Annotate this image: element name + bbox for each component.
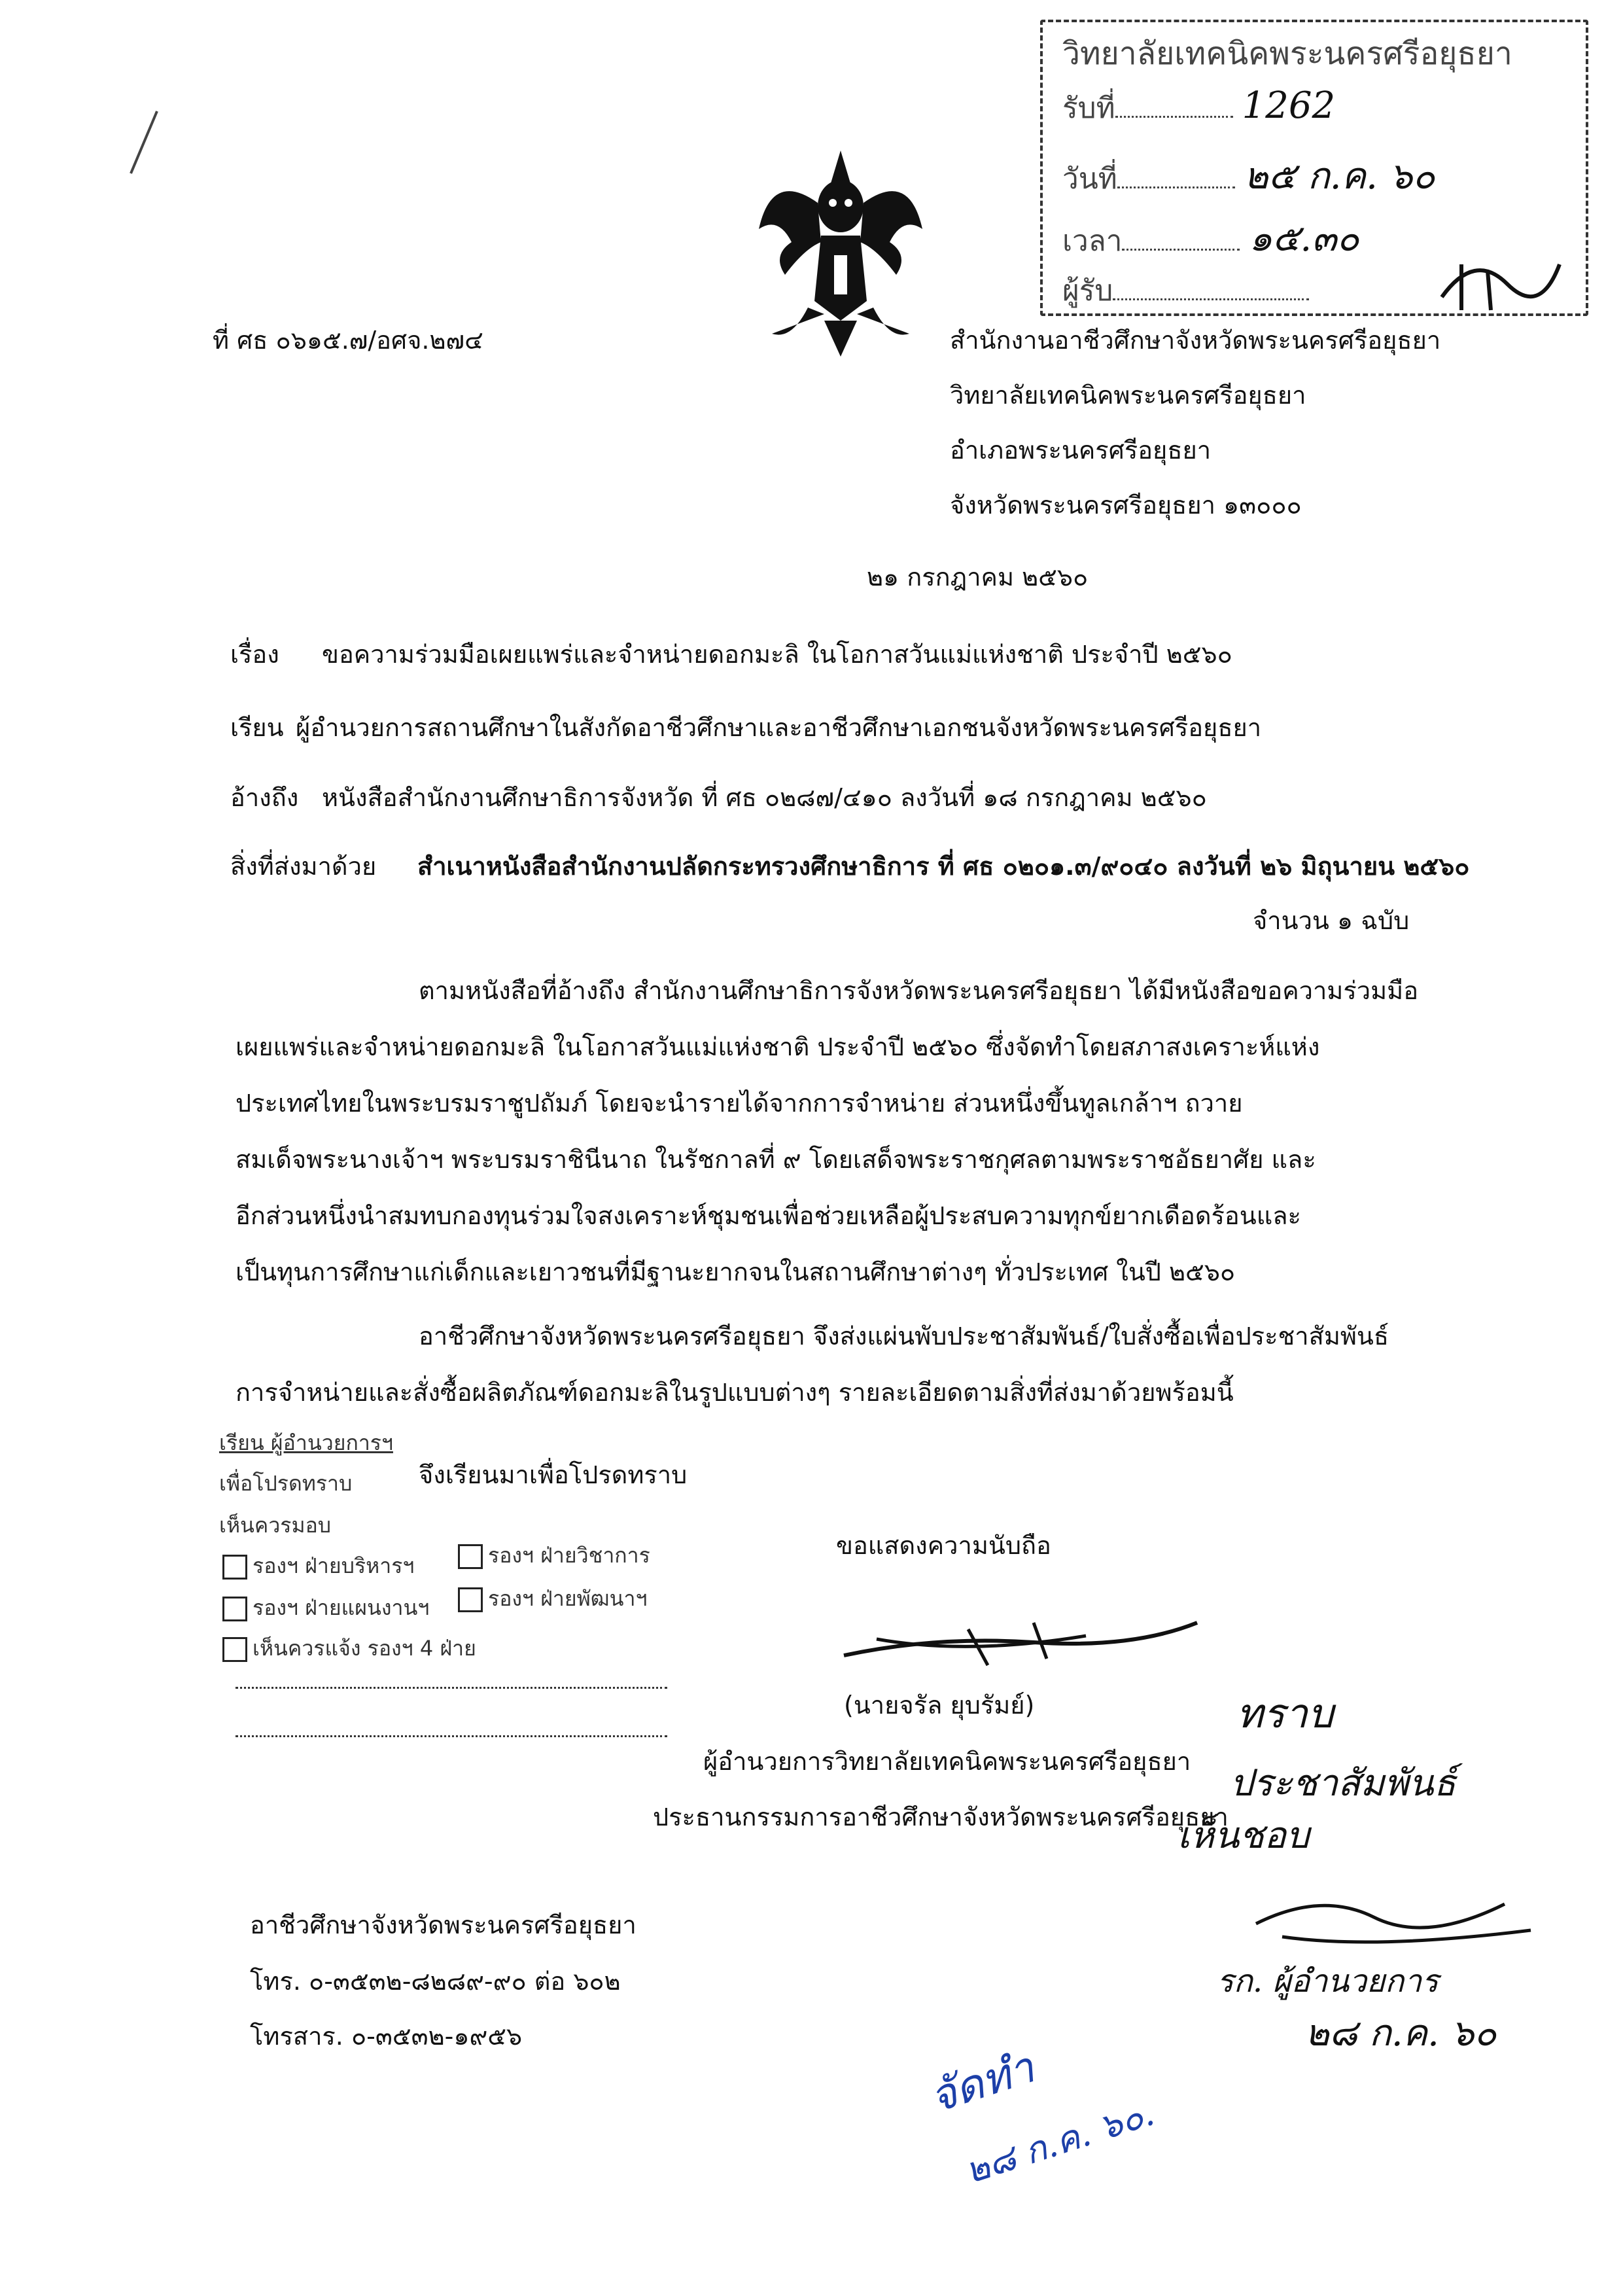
checkbox-icon <box>222 1597 247 1621</box>
reference-label: อ้างถึง <box>230 783 299 812</box>
sender-line-3: อำเภอพระนครศรีอยุธยา <box>950 436 1212 465</box>
body-p1-line-1: ตามหนังสือที่อ้างถึง สำนักงานศึกษาธิการจังหวัดพระนครศรีอยุธยา ได้มีหนังสือขอความร่วมมือ <box>419 976 1419 1005</box>
letter-date: ๒๑ กรกฎาคม ๒๕๖๐ <box>867 563 1089 592</box>
sender-line-4: จังหวัดพระนครศรีอยุธยา ๑๓๐๐๐ <box>950 491 1302 520</box>
to-label: เรียน <box>230 713 284 742</box>
blue-note-line-2: ๒๘ ก.ค. ๖๐. <box>960 2092 1159 2192</box>
routing-checkbox-3 <box>222 1591 429 1625</box>
stamp-no-row <box>1062 84 1335 131</box>
routing-checkbox-2-label: รองฯ ฝ่ายวิชาการ <box>488 1543 650 1568</box>
stamp-receiver-row <box>1062 268 1309 313</box>
signer-title-1: ผู้อำนวยการวิทยาลัยเทคนิคพระนครศรีอยุธยา <box>703 1747 1191 1776</box>
stamp-date-label: วันที่ <box>1062 162 1117 196</box>
checkbox-icon <box>458 1587 483 1612</box>
stamp-no-label: รับที่ <box>1062 92 1115 125</box>
stamp-date-row <box>1062 147 1435 205</box>
closing-request: จึงเรียนมาเพื่อโปรดทราบ <box>419 1460 688 1489</box>
stamp-date-value: ๒๕ ก.ค. ๖๐ <box>1244 155 1435 198</box>
routing-checkbox-5 <box>222 1632 476 1665</box>
margin-note-4: รก. ผู้อำนวยการ <box>1217 1963 1439 2000</box>
footer-phone: โทร. ๐-๓๕๓๒-๘๒๘๙-๙๐ ต่อ ๖๐๒ <box>250 1967 621 1996</box>
routing-checkbox-1 <box>222 1549 414 1583</box>
stamp-no-value: 1262 <box>1242 84 1336 127</box>
routing-checkbox-1-label: รองฯ ฝ่ายบริหารฯ <box>253 1553 415 1578</box>
sender-line-2: วิทยาลัยเทคนิคพระนครศรีอยุธยา <box>950 381 1306 410</box>
garuda-emblem-icon <box>746 144 935 360</box>
routing-checkbox-2 <box>458 1539 650 1572</box>
closing: ขอแสดงความนับถือ <box>836 1531 1051 1560</box>
enclosure-count: จำนวน ๑ ฉบับ <box>1253 906 1410 935</box>
to-recipient: ผู้อำนวยการสถานศึกษาในสังกัดอาชีวศึกษาและอาชีวศึกษาเอกชนจังหวัดพระนครศรีอยุธยา <box>296 713 1262 742</box>
sender-line-1: สำนักงานอาชีวศึกษาจังหวัดพระนครศรีอยุธยา <box>950 326 1441 355</box>
blue-note-line-1: จัดทำ <box>924 2041 1041 2123</box>
stamp-title: วิทยาลัยเทคนิคพระนครศรีอยุธยา <box>1062 35 1512 72</box>
body-p1-line-6: เป็นทุนการศึกษาแก่เด็กและเยาวชนที่มีฐานะยากจนในสถานศึกษาต่างๆ ทั่วประเทศ ในปี ๒๕๖๐ <box>236 1258 1236 1286</box>
margin-note-2: ประชาสัมพันธ์ <box>1230 1762 1456 1805</box>
signer-name: (นายจรัล ยุบรัมย์) <box>844 1691 1035 1720</box>
checkbox-icon <box>222 1555 247 1580</box>
stamp-time-value: ๑๕.๓๐ <box>1249 217 1359 260</box>
body-p2-line-1: อาชีวศึกษาจังหวัดพระนครศรีอยุธยา จึงส่งแผ่นพับประชาสัมพันธ์/ใบสั่งซื้อเพื่อประชาสัมพันธ์ <box>419 1322 1389 1351</box>
routing-option-2: เห็นควรมอบ <box>219 1513 332 1538</box>
body-p1-line-3: ประเทศไทยในพระบรมราชูปถัมภ์ โดยจะนำรายได้จากการจำหน่าย ส่วนหนึ่งขึ้นทูลเกล้าฯ ถวาย <box>236 1089 1243 1118</box>
body-p1-line-4: สมเด็จพระนางเจ้าฯ พระบรมราชินีนาถ ในรัชกาลที่ ๙ โดยเสด็จพระราชกุศลตามพระราชอัธยาศัย และ <box>236 1145 1316 1174</box>
reference-number: ที่ ศธ ๐๖๑๕.๗/อศจ.๒๗๔ <box>213 326 483 355</box>
margin-note-1: ทราบ <box>1236 1689 1334 1737</box>
margin-note-5: ๒๘ ก.ค. ๖๐ <box>1305 2012 1497 2055</box>
margin-signature <box>1243 1878 1550 1956</box>
routing-dotted-line-2 <box>236 1735 667 1737</box>
footer-office: อาชีวศึกษาจังหวัดพระนครศรีอยุธยา <box>250 1911 637 1939</box>
routing-checkbox-3-label: รองฯ ฝ่ายแผนงานฯ <box>253 1595 430 1620</box>
body-p2-line-2: การจำหน่ายและสั่งซื้อผลิตภัณฑ์ดอกมะลิในรูปแบบต่างๆ รายละเอียดตามสิ่งที่ส่งมาด้วยพร้อมนี้ <box>236 1378 1234 1407</box>
subject-label: เรื่อง <box>230 640 279 669</box>
footer-fax: โทรสาร. ๐-๓๕๓๒-๑๙๕๖ <box>250 2022 523 2051</box>
pen-mark <box>124 108 164 180</box>
body-p1-line-2: เผยแพร่และจำหน่ายดอกมะลิ ในโอกาสวันแม่แห่งชาติ ประจำปี ๒๕๖๐ ซึ่งจัดทำโดยสภาสงเคราะห์แห่ง <box>236 1033 1320 1061</box>
routing-dotted-line-1 <box>236 1687 667 1689</box>
routing-header: เรียน ผู้อำนวยการฯ <box>219 1430 393 1455</box>
receipt-stamp <box>1040 20 1588 316</box>
reference-document: หนังสือสำนักงานศึกษาธิการจังหวัด ที่ ศธ ๐๒๘๗/๔๑๐ ลงวันที่ ๑๘ กรกฎาคม ๒๕๖๐ <box>322 783 1207 812</box>
stamp-receiver-signature <box>1435 238 1566 317</box>
stamp-receiver-label: ผู้รับ <box>1062 274 1113 308</box>
checkbox-icon <box>458 1544 483 1569</box>
stamp-time-label: เวลา <box>1062 224 1123 258</box>
stamp-time-row <box>1062 209 1359 267</box>
routing-checkbox-5-label: เห็นควรแจ้ง รองฯ 4 ฝ่าย <box>253 1636 476 1661</box>
enclosure-label: สิ่งที่ส่งมาด้วย <box>230 852 377 881</box>
routing-checkbox-4 <box>458 1582 647 1616</box>
enclosure: สำเนาหนังสือสำนักงานปลัดกระทรวงศึกษาธิการ ที่ ศธ ๐๒๐๑.๓/๙๐๔๐ ลงวันที่ ๒๖ มิถุนายน ๒๕๖๐ <box>417 852 1470 881</box>
body-p1-line-5: อีกส่วนหนึ่งนำสมทบกองทุนร่วมใจสงเคราะห์ชุมชนเพื่อช่วยเหลือผู้ประสบความทุกข์ยากเดือดร้อนและ <box>236 1201 1301 1230</box>
signer-title-2: ประธานกรรมการอาชีวศึกษาจังหวัดพระนครศรีอยุธยา <box>653 1803 1229 1831</box>
margin-note-3: เห็นชอบ <box>1178 1814 1310 1857</box>
routing-option-1: เพื่อโปรดทราบ <box>219 1471 353 1496</box>
routing-checkbox-4-label: รองฯ ฝ่ายพัฒนาฯ <box>488 1586 648 1611</box>
subject: ขอความร่วมมือเผยแพร่และจำหน่ายดอกมะลิ ในโอกาสวันแม่แห่งชาติ ประจำปี ๒๕๖๐ <box>322 640 1232 669</box>
checkbox-icon <box>222 1637 247 1662</box>
signature-image <box>837 1610 1204 1682</box>
